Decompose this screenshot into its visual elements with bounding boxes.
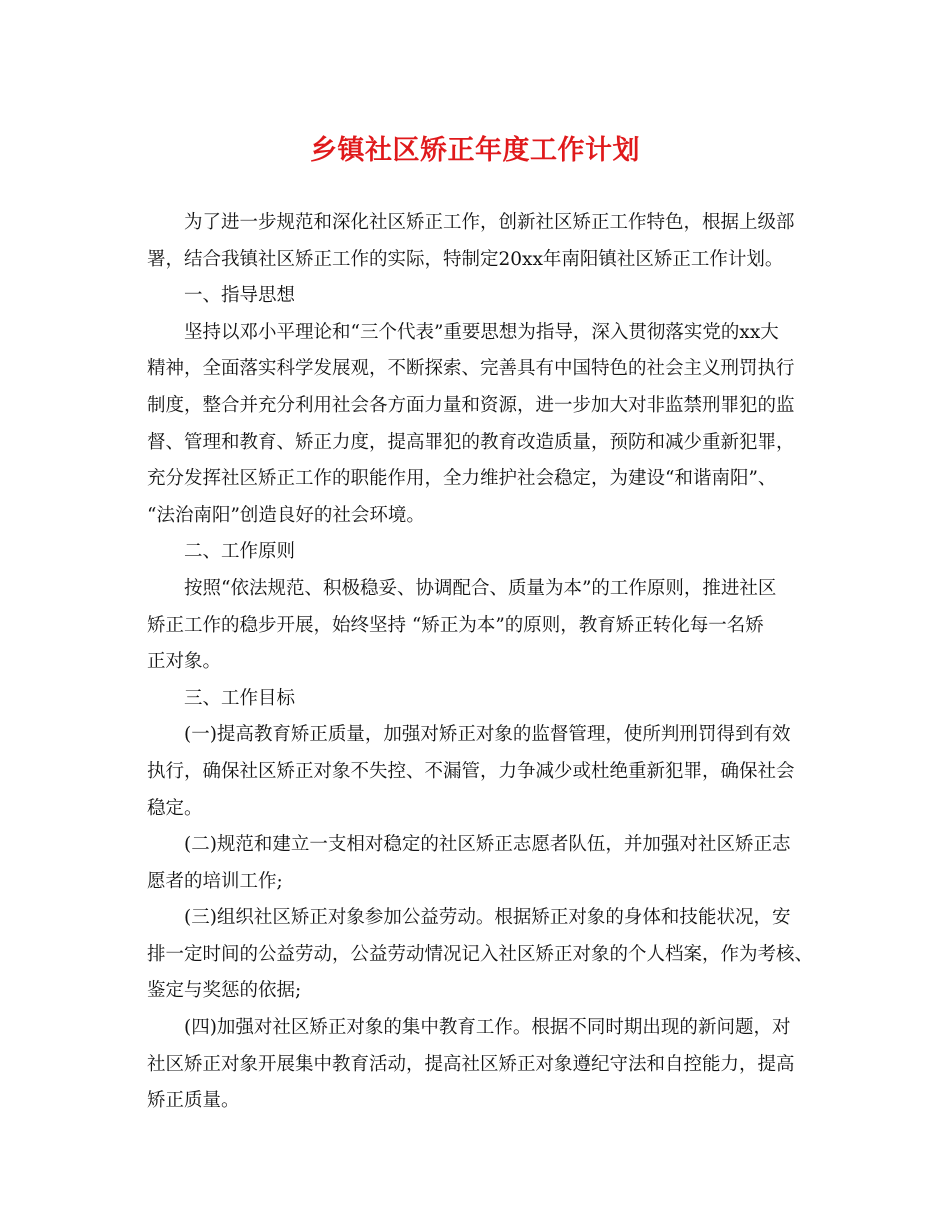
paragraph-goal-2 <box>147 827 807 900</box>
text-line: 矫正质量。 <box>147 1090 240 1112</box>
text-line: 愿者的培训工作; <box>147 870 283 892</box>
paragraph-goal-4 <box>147 1010 807 1120</box>
text-line: 制度，整合并充分利用社会各方面力量和资源，进一步加大对非监禁刑罪犯的监 <box>147 394 795 416</box>
text-line: (一)提高教育矫正质量，加强对矫正对象的监督管理，使所判刑罚得到有效 <box>184 724 791 746</box>
section-heading-work-principles <box>147 534 807 571</box>
text-line: 为了进一步规范和深化社区矫正工作，创新社区矫正工作特色，根据上级部 <box>184 212 795 233</box>
text-line: 按照“依法规范、积极稳妥、协调配合、质量为本”的工作原则，推进社区 <box>184 577 777 599</box>
text-line: (二)规范和建立一支相对稳定的社区矫正志愿者队伍，并加强对社区矫正志 <box>184 834 791 856</box>
text-line: 督、管理和教育、矫正力度，提高罪犯的教育改造质量，预防和减少重新犯罪， <box>147 431 795 453</box>
text-line: 精神，全面落实科学发展观，不断探索、完善具有中国特色的社会主义刑罚执行 <box>147 358 795 380</box>
paragraph-work-principles <box>147 571 807 681</box>
text-line: 三、工作目标 <box>184 687 296 709</box>
paragraph-goal-3 <box>147 900 814 1010</box>
paragraph-guiding-thought <box>147 315 807 535</box>
section-heading-work-goals <box>147 681 807 718</box>
document-title: 乡镇社区矫正年度工作计划 <box>310 135 640 166</box>
text-line: 坚持以邓小平理论和“三个代表”重要思想为指导，深入贯彻落实党的xx大 <box>184 321 779 343</box>
text-line: 矫正工作的稳步开展，始终坚持 “矫正为本”的原则，教育矫正转化每一名矫 <box>147 614 764 636</box>
text-line: 一、指导思想 <box>184 285 296 307</box>
text-line: 署，结合我镇社区矫正工作的实际，特制定20xx年南阳镇社区矫正工作计划。 <box>147 248 784 270</box>
text-line: 稳定。 <box>147 797 203 819</box>
text-line: 排一定时间的公益劳动，公益劳动情况记入社区矫正对象的个人档案，作为考核、 <box>147 943 814 965</box>
text-line: 二、工作原则 <box>184 541 296 563</box>
text-line: 充分发挥社区矫正工作的职能作用，全力维护社会稳定，为建设“和谐南阳”、 <box>147 468 777 490</box>
text-line: 执行，确保社区矫正对象不失控、不漏管，力争减少或杜绝重新犯罪，确保社会 <box>147 760 795 782</box>
text-line: (四)加强对社区矫正对象的集中教育工作。根据不同时期出现的新问题，对 <box>184 1017 791 1039</box>
text-line: “法治南阳”创造良好的社会环境。 <box>147 504 425 526</box>
section-heading-guiding-thought <box>147 278 807 315</box>
text-line: 社区矫正对象开展集中教育活动，提高社区矫正对象遵纪守法和自控能力，提高 <box>147 1053 795 1075</box>
paragraph-goal-1 <box>147 717 807 827</box>
text-line: 鉴定与奖惩的依据; <box>147 980 302 1002</box>
document-body <box>147 205 814 1120</box>
paragraph-intro <box>147 205 807 278</box>
text-line: (三)组织社区矫正对象参加公益劳动。根据矫正对象的身体和技能状况，安 <box>184 907 791 929</box>
text-line: 正对象。 <box>147 651 222 673</box>
